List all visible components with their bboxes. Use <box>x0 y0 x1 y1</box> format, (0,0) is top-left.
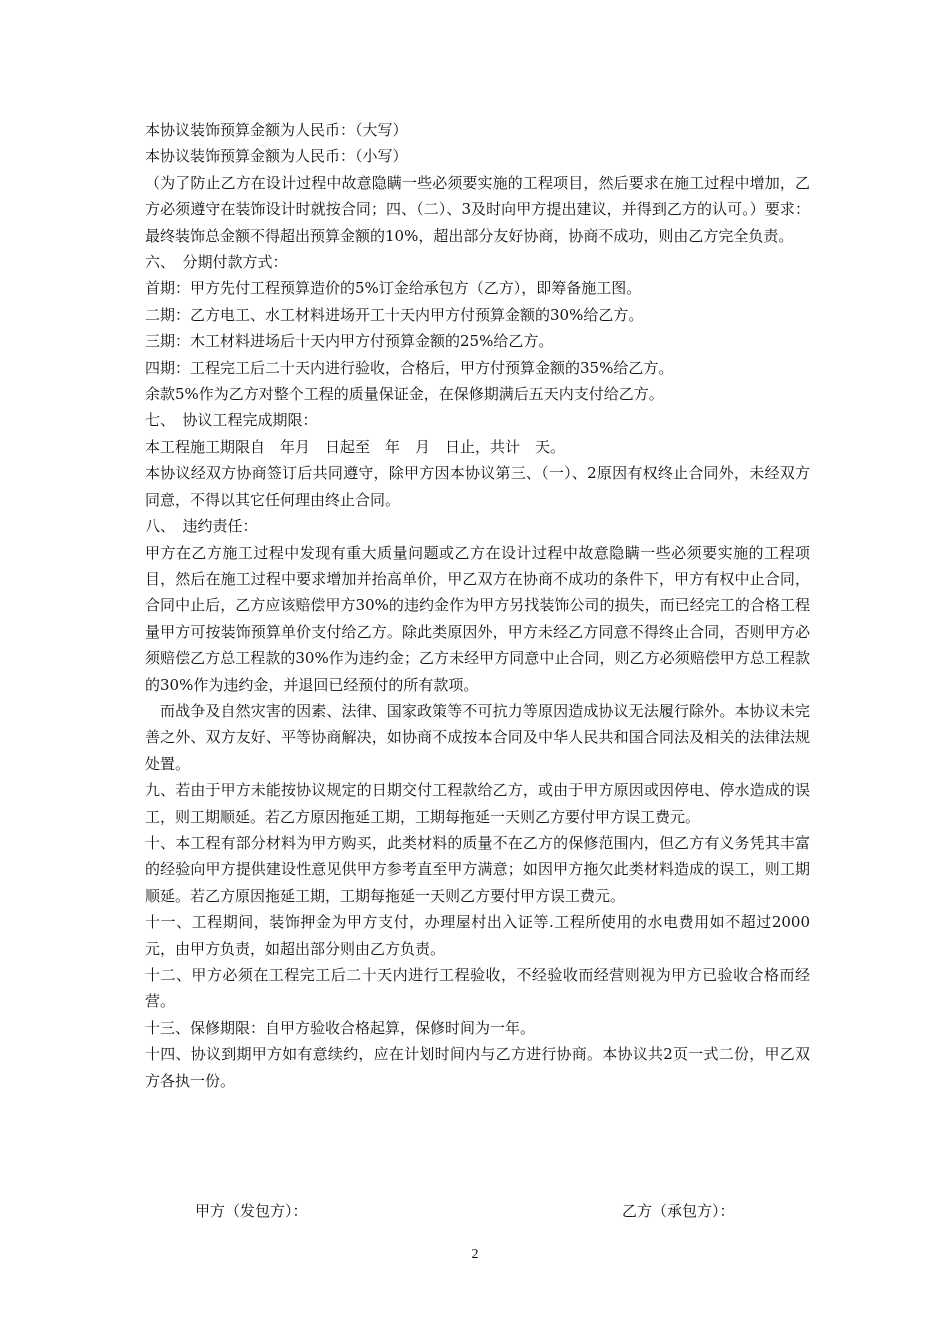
force-majeure-paragraph: 而战争及自然灾害的因素、法律、国家政策等不可抗力等原因造成协议无法履行除外。本协议未完善之外、双方友好、平等协商解决，如协商不成按本合同及中华人民共和国合同法及相关的法律法规处置。 <box>145 701 810 773</box>
party-b-signature-label: 乙方（承包方）： <box>622 1202 735 1220</box>
party-a-signature-label: 甲方（发包方）： <box>195 1202 308 1220</box>
budget-lowercase-line: 本协议装饰预算金额为人民币：（小写） <box>145 147 408 166</box>
section-6-heading: 六、 分期付款方式： <box>145 253 288 272</box>
termination-clause: 本协议经双方协商签订后共同遵守，除甲方因本协议第三、（一）、2原因有权终止合同外，未经双方同意，不得以其它任何理由终止合同。 <box>145 464 810 509</box>
payment-balance: 余款5%作为乙方对整个工程的质量保证金，在保修期满后五天内支付给乙方。 <box>145 385 664 404</box>
document-body <box>145 117 810 1094</box>
section-8-heading: 八、 违约责任： <box>145 517 258 536</box>
payment-fourth-installment: 四期：工程完工后二十天内进行验收，合格后，甲方付预算金额的35%给乙方。 <box>145 358 674 377</box>
section-14-paragraph: 十四、协议到期甲方如有意续约，应在计划时间内与乙方进行协商。本协议共2页一式二份，甲乙双方各执一份。 <box>145 1045 810 1090</box>
section-9-paragraph: 九、若由于甲方未能按协议规定的日期交付工程款给乙方，或由于甲方原因或因停电、停水造成的误工，则工期顺延。若乙方原因拖延工期，工期每拖延一天则乙方要付甲方误工费元。 <box>145 781 810 826</box>
payment-second-installment: 二期：乙方电工、水工材料进场开工十天内甲方付预算金额的30%给乙方。 <box>145 305 644 324</box>
budget-note-paragraph: （为了防止乙方在设计过程中故意隐瞒一些必须要实施的工程项目，然后要求在施工过程中增加，乙方必须遵守在装饰设计时就按合同；四、（二）、3及时向甲方提出建议，并得到乙方的认可。）要求：最终装饰总金额不得超出预算金额的10%，超出部分友好协商，协商不成功，则由乙方完全负责。 <box>145 173 810 245</box>
page-number: 2 <box>471 1247 479 1262</box>
section-10-paragraph: 十、本工程有部分材料为甲方购买，此类材料的质量不在乙方的保修范围内，但乙方有义务凭其丰富的经验向甲方提供建设性意见供甲方参考直至甲方满意；如因甲方拖欠此类材料造成的误工，则工期顺延。若乙方原因拖延工期，工期每拖延一天则乙方要付甲方误工费元。 <box>145 833 810 905</box>
construction-period-line: 本工程施工期限自 年月 日起至 年 月 日止，共计 天。 <box>145 437 566 456</box>
payment-third-installment: 三期：木工材料进场后十天内甲方付预算金额的25%给乙方。 <box>145 332 554 351</box>
section-7-heading: 七、 协议工程完成期限： <box>145 411 318 430</box>
breach-liability-paragraph: 甲方在乙方施工过程中发现有重大质量问题或乙方在设计过程中故意隐瞒一些必须要实施的工程项目，然后在施工过程中要求增加并抬高单价，甲乙双方在协商不成功的条件下，甲方有权中止合同，合同中止后，乙方应该赔偿甲方30%的违约金作为甲方另找装饰公司的损失，而已经完工的合格工程量甲方可按装饰预算单价支付给乙方。除此类原因外，甲方未经乙方同意不得终止合同，否则甲方必须赔偿乙方总工程款的30%作为违约金；乙方未经甲方同意中止合同，则乙方必须赔偿甲方总工程款的30%作为违约金，并退回已经预付的所有款项。 <box>145 543 810 694</box>
section-13-paragraph: 十三、保修期限：自甲方验收合格起算，保修时间为一年。 <box>145 1018 536 1037</box>
section-12-paragraph: 十二、甲方必须在工程完工后二十天内进行工程验收，不经验收而经营则视为甲方已验收合格而经营。 <box>145 966 810 1011</box>
section-11-paragraph: 十一、工程期间，装饰押金为甲方支付，办理屋村出入证等.工程所使用的水电费用如不超过2000元，由甲方负责，如超出部分则由乙方负责。 <box>145 913 810 958</box>
budget-uppercase-line: 本协议装饰预算金额为人民币：（大写） <box>145 121 408 139</box>
payment-first-installment: 首期：甲方先付工程预算造价的5%订金给承包方（乙方），即筹备施工图。 <box>145 279 642 298</box>
